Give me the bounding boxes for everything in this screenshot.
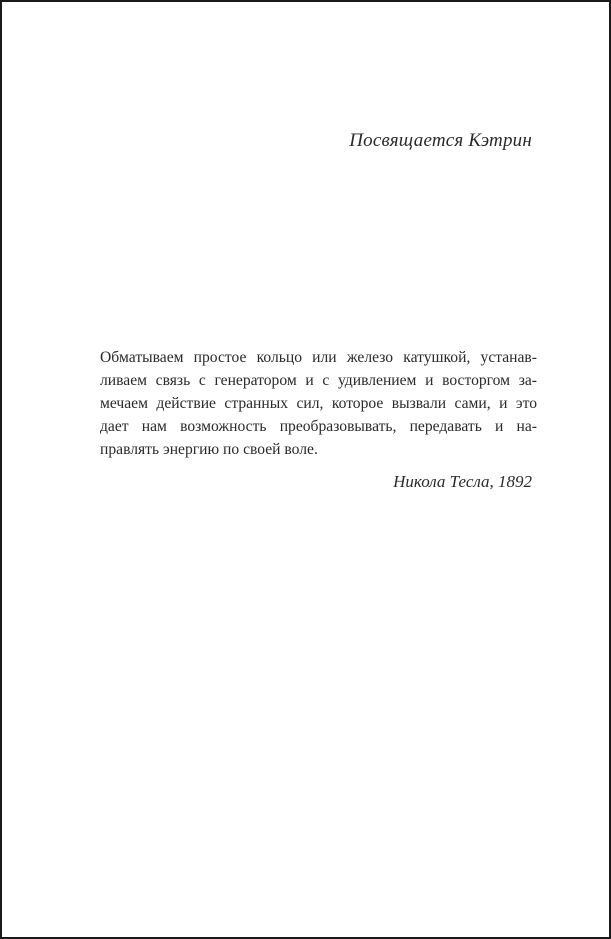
epigraph-line: правлять энергию по своей воле. (100, 441, 318, 458)
epigraph-quote (100, 346, 537, 461)
epigraph-line: мечаем действие странных сил, которое вызвали сами, и это (100, 395, 537, 412)
epigraph-line: ливаем связь с генератором и с удивлением и восторгом за- (100, 372, 537, 389)
epigraph-line: дает нам возможность преобразовывать, передавать и на- (100, 418, 537, 435)
epigraph-line: Обматываем простое кольцо или железо катушкой, устанав- (100, 349, 537, 366)
epigraph-attribution: Никола Тесла, 1892 (393, 472, 532, 491)
dedication-text: Посвящается Кэтрин (349, 130, 532, 151)
